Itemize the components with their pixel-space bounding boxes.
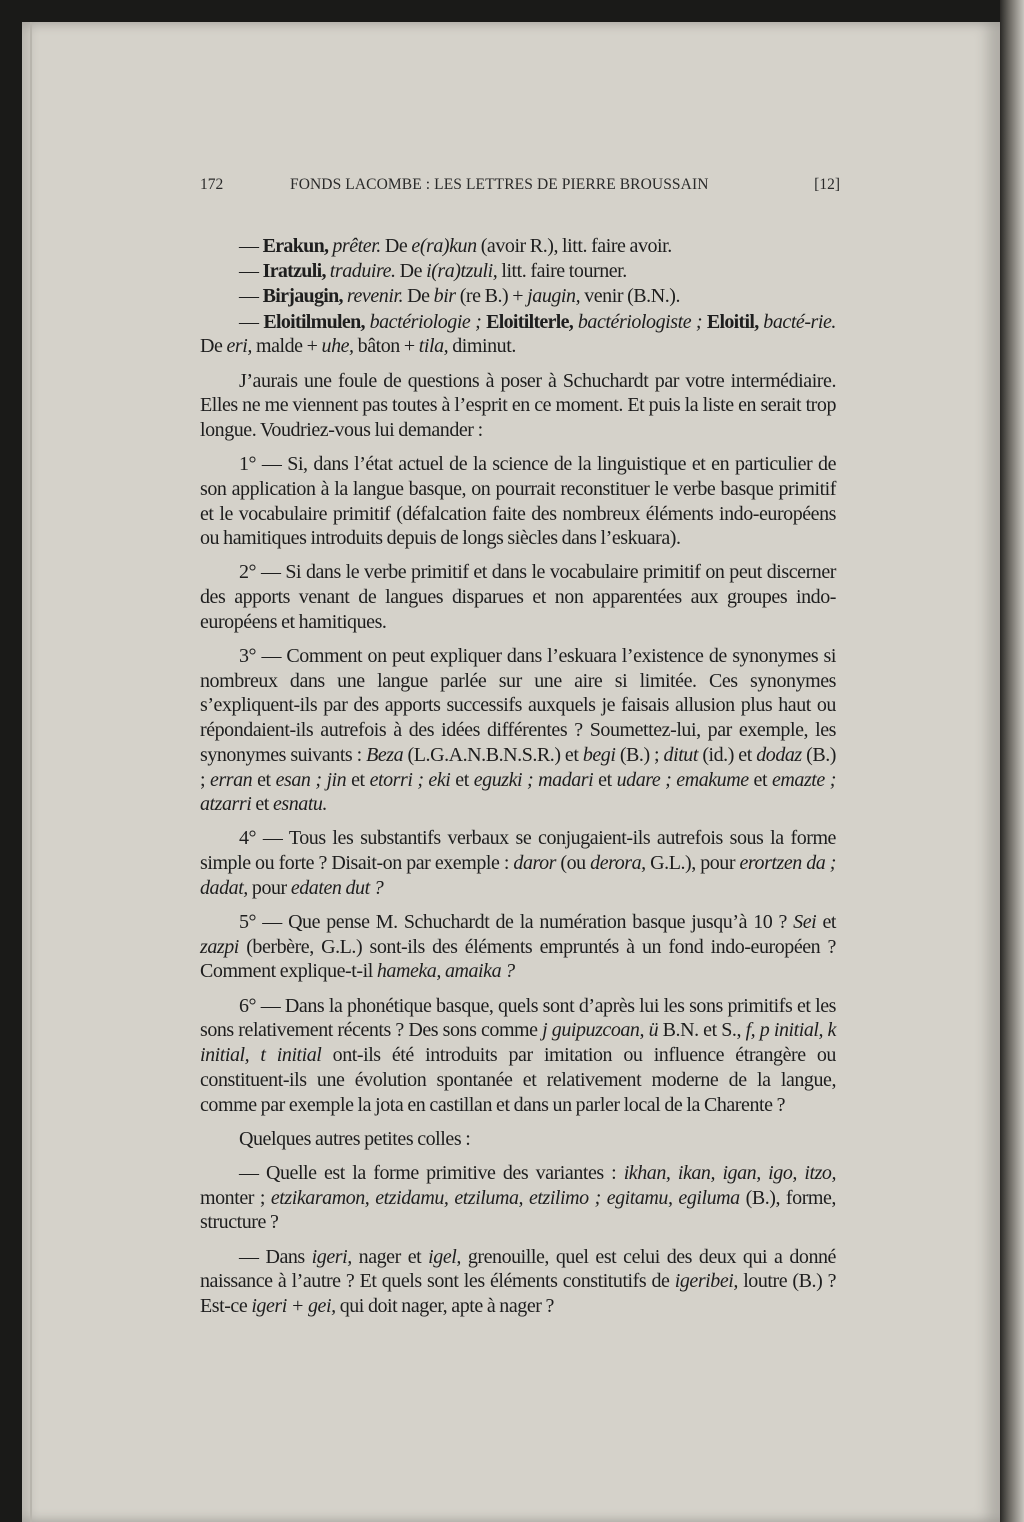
page-edge (30, 22, 32, 1522)
paragraph (200, 259, 836, 284)
text-run: — (239, 310, 264, 333)
text-run: grenouille, quel est celui des deux qui a donné naissance à l’autre ? Et quels sont les éléments constitutifs de (200, 1245, 836, 1293)
italic-text: edaten dut ? (290, 876, 384, 899)
section-number: [12] (814, 176, 840, 193)
text-run: monter ; (200, 1186, 271, 1209)
paragraph (200, 994, 836, 1118)
text-run: malde + (251, 335, 322, 358)
italic-text: Beza (366, 743, 404, 766)
text-run: (L.G.A.N.B.N.S.R.) et (403, 743, 583, 766)
text-run: qui doit nager, apte à nager ? (335, 1294, 554, 1317)
text-run: — Dans (239, 1245, 312, 1268)
italic-text: begi (582, 743, 616, 766)
text-run: 3° — Comment on peut expliquer dans l’eskuara l’existence de synonymes si nombreux dans une langue parlée sur une aire si limitée. Ces synonymes s’expliquent-ils par des apports successifs auxquels je faisais allusion plus haut ou répondaient-ils autrefois à des idées différentes ? Soumettez-lui, par exemple, les synonymes suivants : (200, 645, 836, 766)
text-run: 1° — Si, dans l’état actuel de la science de la linguistique et en particulier de son application à la langue basque, on pourrait reconstituer le verbe basque primitif et le vocabulaire primitif (défalcation faite des nombreux éléments indo-européens ou hamitiques introduits depuis de longs siècles dans l’eskuara). (200, 453, 836, 550)
paragraph (200, 1127, 836, 1152)
text-run: 6° — Dans la phonétique basque, quels sont d’après lui les sons primitifs et les sons relativement récents ? Des sons comme (200, 994, 836, 1042)
paragraph (200, 560, 836, 634)
italic-text: etzikaramon, etzidamu, etziluma, etzilimo ; egitamu, egiluma (270, 1186, 740, 1209)
text-run: et (593, 768, 617, 791)
text-run: — Quelle est la forme primitive des variantes : (239, 1161, 624, 1184)
text-run: diminut. (448, 335, 516, 358)
italic-text: revenir. (342, 285, 404, 308)
text-run: (id.) et (697, 743, 757, 766)
italic-text: ikhan, ikan, igan, igo, itzo, (623, 1161, 837, 1184)
text-run: (B.), forme, structure ? (200, 1186, 836, 1234)
text-run: litt. faire tourner. (497, 260, 627, 283)
text-run: B.N. et S., (658, 1019, 746, 1042)
italic-text: prêter. (328, 235, 381, 257)
text-run: et (450, 768, 474, 791)
italic-text: eguzki ; madari (473, 768, 594, 791)
italic-text: esnatu. (272, 793, 328, 816)
italic-text: traduire. (325, 260, 396, 283)
text-run: — (239, 235, 263, 257)
text-run: — (239, 260, 263, 283)
text-run: De (403, 285, 434, 308)
text-run: De (380, 235, 412, 257)
bold-term: Iratzuli, (262, 260, 326, 283)
bold-term: Erakun, (262, 235, 329, 257)
text-run: et (252, 768, 276, 791)
paragraph (200, 1245, 836, 1319)
bold-term: Eloitilterle, (486, 310, 574, 333)
text-run: De (395, 260, 427, 283)
text-run: et (748, 768, 772, 791)
bold-term: Eloitilmulen, (263, 310, 365, 333)
italic-text: daror (513, 852, 556, 875)
italic-text: igeri, (311, 1245, 352, 1268)
text-run: bâton + (353, 335, 419, 358)
text-run: 5° — Que pense M. Schuchardt de la numération basque jusqu’à 10 ? (239, 911, 794, 934)
italic-text: zazpi (200, 935, 239, 958)
text-run: ont-ils été introduits par imitation ou influence étrangère ou constituent-ils une évolution spontanée et relativement moderne de la langue, comme par exemple la jota en castillan et dans un parler local de la Charente ? (200, 1044, 836, 1116)
text-run: (berbère, G.L.) sont-ils des éléments empruntés à un fond indo-européen ? Comment explique-t-il (200, 935, 836, 983)
text-run: (re B.) + (455, 285, 528, 308)
paragraph (200, 826, 836, 900)
italic-text: bacté-rie. (758, 310, 836, 333)
italic-text: erran (210, 768, 253, 791)
italic-text: ditut (663, 743, 698, 766)
text-run: — (239, 285, 263, 308)
text-run: (B.) ; (200, 743, 836, 791)
text-run: Quelques autres petites colles : (239, 1127, 471, 1150)
bold-term: Eloitil, (706, 310, 759, 333)
italic-text: udare ; emakume (616, 768, 749, 791)
text-run: 4° — Tous les substantifs verbaux se conjugaient-ils autrefois sous la forme simple ou forte ? Disait-on par exemple : (200, 827, 836, 875)
paragraph (200, 1161, 836, 1235)
italic-text: bactériologie ; (364, 310, 487, 333)
text-run: et (251, 793, 273, 816)
italic-text: igeri + gei, (251, 1294, 336, 1317)
italic-text: derora, (590, 852, 646, 875)
paragraph (200, 234, 836, 259)
italic-text: bir (433, 285, 456, 308)
text-run: J’aurais une foule de questions à poser à Schuchardt par votre intermédiaire. Elles ne me viennent pas toutes à l’esprit en ce moment. Et puis la liste en serait trop longue. Voudriez-vous lui demander : (200, 369, 836, 441)
running-title: FONDS LACOMBE : LES LETTRES DE PIERRE BROUSSAIN (290, 176, 709, 193)
italic-text: dodaz (756, 743, 802, 766)
italic-text: emazte ; atzarri (200, 768, 836, 816)
text-run: (ou (555, 852, 591, 875)
italic-text: j guipuzcoan, ü (542, 1019, 659, 1042)
text-run: loutre (B.) ? Est-ce (200, 1270, 836, 1317)
text-run: De (200, 335, 227, 358)
italic-text: erortzen da ; dadat, (200, 852, 836, 899)
paragraph (200, 644, 836, 817)
italic-text: esan ; jin (275, 768, 347, 791)
text-run: (B.) ; (615, 743, 664, 766)
italic-text: i(ra)tzuli, (426, 260, 498, 283)
italic-text: igel, (428, 1245, 461, 1268)
paragraph (200, 284, 836, 309)
italic-text: igeribei, (674, 1270, 738, 1293)
paragraph (200, 310, 836, 359)
page-number: 172 (200, 176, 224, 193)
italic-text: eri, (226, 335, 252, 358)
paragraph (200, 452, 836, 551)
italic-text: bactériologiste ; (573, 310, 707, 333)
italic-text: Sei (793, 911, 817, 934)
text-run: nager et (351, 1245, 429, 1268)
italic-text: uhe, (321, 335, 354, 358)
text-run: et (816, 911, 836, 934)
text-run: et (346, 768, 370, 791)
italic-text: e(ra)kun (411, 235, 477, 257)
paragraph (200, 369, 836, 443)
italic-text: jaugin, (527, 285, 581, 308)
bold-term: Birjaugin, (262, 285, 343, 308)
text-run: 2° — Si dans le verbe primitif et dans le vocabulaire primitif on peut discerner des apports venant de langues disparues et non apparentées aux groupes indo-européens et hamitiques. (200, 561, 836, 633)
text-run: venir (B.N.). (580, 285, 681, 308)
italic-text: etorri ; eki (369, 768, 451, 791)
facing-page-edge (1000, 0, 1024, 1522)
body-text (200, 234, 836, 1328)
text-run: G.L.), pour (645, 852, 740, 875)
text-run: (avoir R.), litt. faire avoir. (476, 235, 672, 257)
italic-text: f, p initial, k initial, t initial (200, 1019, 836, 1067)
italic-text: hameka, amaika ? (376, 960, 515, 983)
paragraph (200, 910, 836, 984)
text-run: pour (247, 876, 291, 899)
italic-text: tila, (418, 335, 449, 358)
